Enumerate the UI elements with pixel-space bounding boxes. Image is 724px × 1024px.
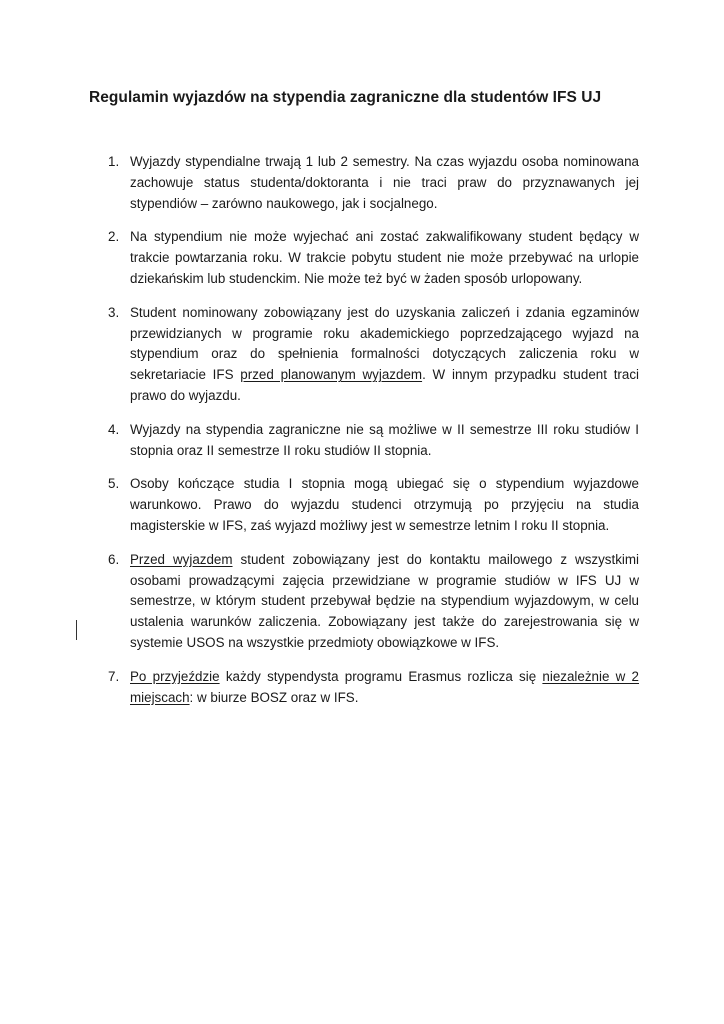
item-text-part: Na stypendium nie może wyjechać ani zostać zakwalifikowany student będący w trakcie powtarzania roku. W trakcie pobytu student nie może przebywać na urlopie dziekańskim lub studenckim. Nie może też być w żaden sposób urlopowany. xyxy=(130,229,639,286)
list-item xyxy=(108,550,639,654)
list-item xyxy=(108,667,639,709)
item-number: 7. xyxy=(108,668,120,684)
item-text-part: Osoby kończące studia I stopnia mogą ubiegać się o stypendium wyjazdowe warunkowo. Prawo do wyjazdu studenci otrzymują po przyjęciu na studia magisterskie w IFS, zaś wyjazd możliwy jest w semestrze letnim I roku II stopnia. xyxy=(130,476,639,533)
item-text xyxy=(130,227,639,289)
item-number: 3. xyxy=(108,304,120,320)
item-text-part: : w biurze BOSZ oraz w IFS. xyxy=(189,689,359,705)
item-text-part: student zobowiązany jest do kontaktu mailowego z wszystkimi osobami prowadzącymi zajęcia przewidziane w programie studiów w IFS UJ w semestrze, w którym student przebywał będzie na stypendium wyjazdowym, w celu ustalenia warunków zaliczenia. Zobowiązany jest także do zarejestrowania się w systemie USOS na wszystkie przedmioty obowiązkowe w IFS. xyxy=(130,551,639,650)
item-text xyxy=(130,667,639,709)
item-number: 6. xyxy=(108,551,120,567)
underlined-text: Przed wyjazdem xyxy=(130,551,233,567)
item-number: 5. xyxy=(108,476,120,492)
item-text xyxy=(130,420,639,462)
page-title: Regulamin wyjazdów na stypendia zagraniczne dla studentów IFS UJ xyxy=(89,89,602,106)
rules-list xyxy=(108,152,639,721)
item-text-part: . W innym przypadku student traci prawo do wyjazdu. xyxy=(130,367,640,403)
list-item xyxy=(108,152,639,214)
item-text xyxy=(130,303,639,407)
list-item xyxy=(108,303,639,407)
item-text xyxy=(130,474,639,536)
underlined-text: Po przyjeździe xyxy=(130,668,220,684)
item-text-part: każdy stypendysta programu Erasmus rozlicza się xyxy=(219,668,543,684)
item-text-part: Wyjazdy na stypendia zagraniczne nie są możliwe w II semestrze III roku studiów I stopnia oraz II semestrze II roku studiów II stopnia. xyxy=(130,421,639,458)
item-text-part: Student nominowany zobowiązany jest do uzyskania zaliczeń i zdania egzaminów przewidzianych w programie roku akademickiego poprzedzającego wyjazd na stypendium oraz do spełnienia formalności dotyczących zaliczenia roku w sekretariacie IFS xyxy=(130,304,639,383)
list-item xyxy=(108,227,639,289)
underlined-text: przed planowanym wyjazdem xyxy=(240,367,423,383)
list-item xyxy=(108,420,639,462)
item-text xyxy=(130,152,639,214)
underlined-text: niezależnie w 2 miejscach xyxy=(130,668,639,705)
revision-change-bar xyxy=(76,620,77,640)
item-number: 1. xyxy=(108,154,120,169)
list-item xyxy=(108,474,639,536)
item-number: 4. xyxy=(108,421,120,437)
item-text xyxy=(130,550,639,654)
item-number: 2. xyxy=(108,229,120,245)
item-text-part: Wyjazdy stypendialne trwają 1 lub 2 semestry. Na czas wyjazdu osoba nominowana zachowuje status studenta/doktoranta i nie traci praw do przyznawanych jej stypendiów – zarówno naukowego, jak i socjalnego. xyxy=(130,154,639,211)
